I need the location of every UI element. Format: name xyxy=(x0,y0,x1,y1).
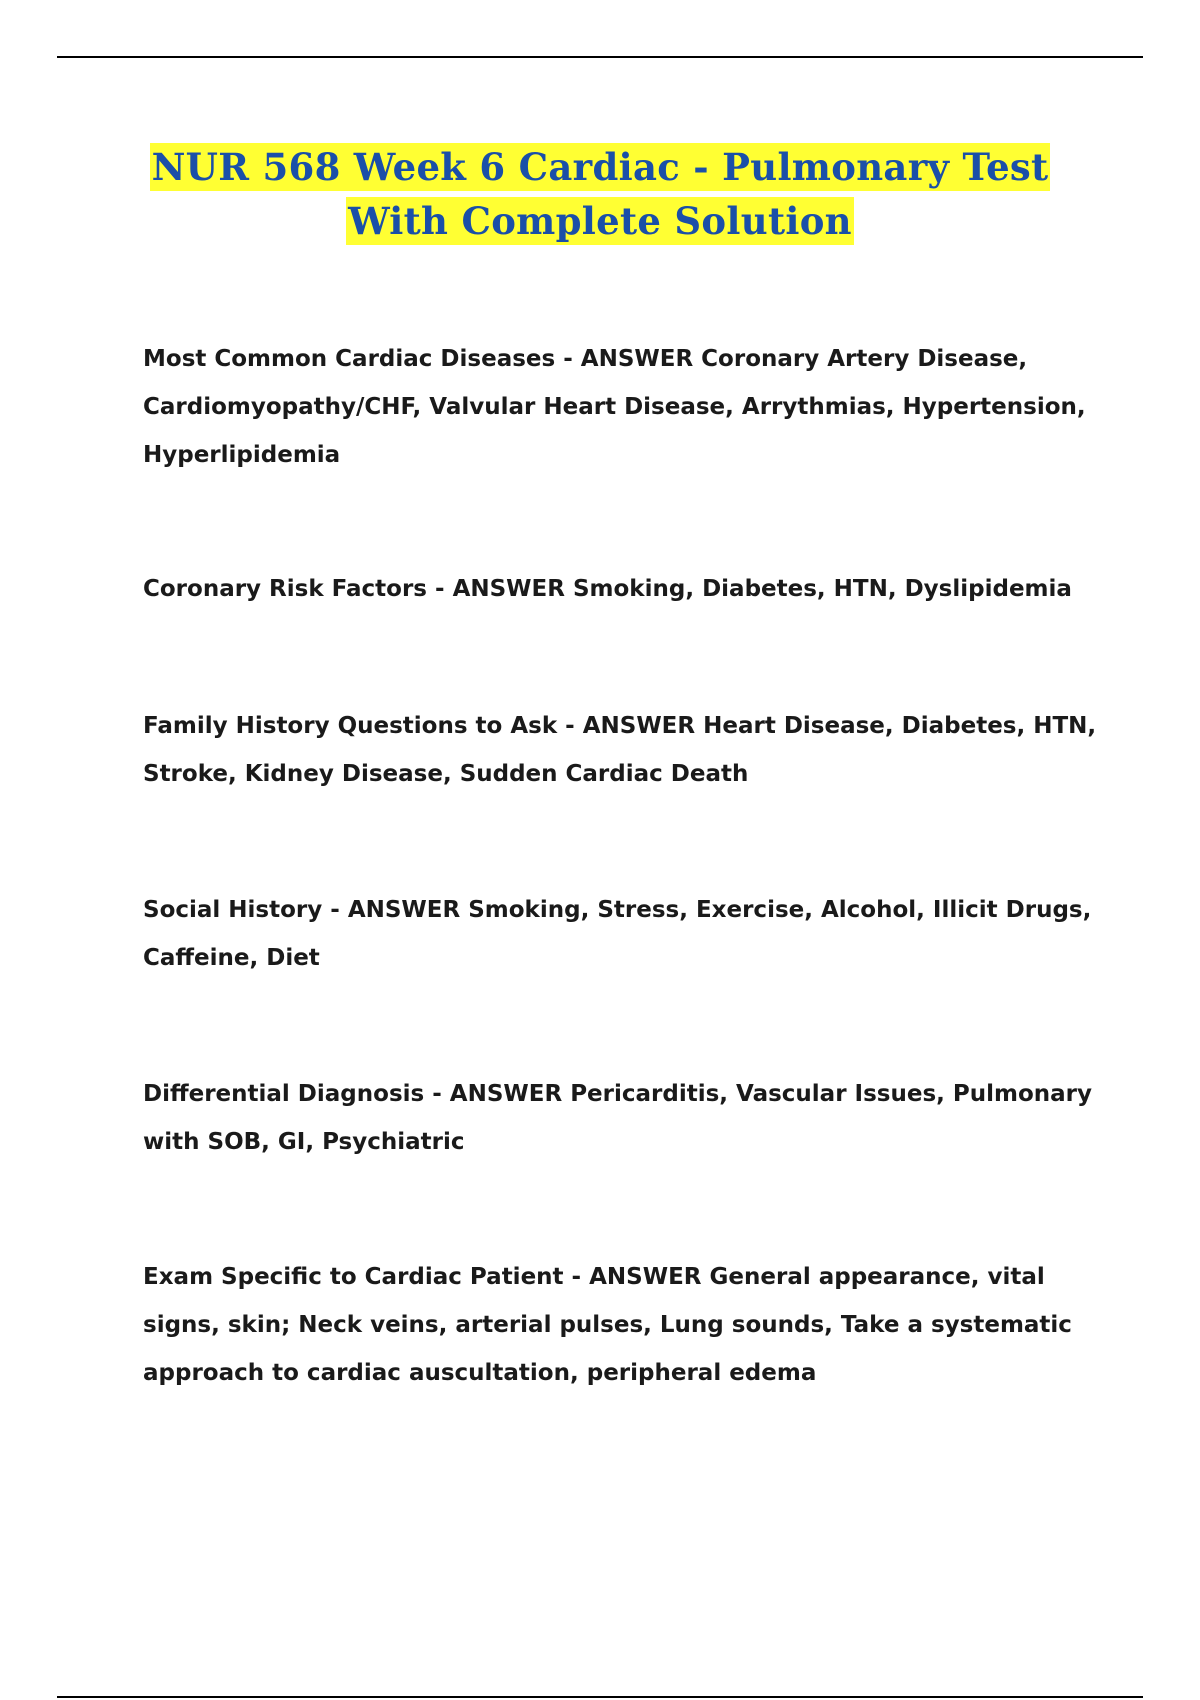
footer-rule xyxy=(57,1696,1143,1698)
qa-question: Social History xyxy=(143,897,323,923)
qa-separator: - xyxy=(555,346,581,372)
qa-question: Differential Diagnosis xyxy=(143,1081,425,1107)
qa-answer-label: ANSWER xyxy=(582,713,696,739)
qa-answer-label: ANSWER xyxy=(347,897,461,923)
qa-answer-label: ANSWER xyxy=(589,1264,702,1290)
qa-answer: Smoking, Stress, Exercise, Alcohol, Illicit Drugs, Caffeine, Diet xyxy=(143,897,1092,971)
qa-question: Most Common Cardiac Diseases xyxy=(143,346,556,372)
qa-answer: Pericarditis, Vascular Issues, Pulmonary with SOB, GI, Psychiatric xyxy=(143,1081,1093,1155)
qa-separator: - xyxy=(427,576,453,602)
qa-question: Exam Specific to Cardiac Patient xyxy=(143,1264,564,1290)
qa-answer-label: ANSWER xyxy=(449,1081,563,1107)
title-line-1: NUR 568 Week 6 Cardiac - Pulmonary Test xyxy=(151,145,1049,189)
qa-answer: Coronary Artery Disease, Cardiomyopathy/CHF, Valvular Heart Disease, Arrythmias, Hypertension, Hyperlipidemia xyxy=(143,346,1086,468)
qa-entry-cardiac-exam xyxy=(143,1253,1103,1397)
qa-answer: Heart Disease, Diabetes, HTN, Stroke, Kidney Disease, Sudden Cardiac Death xyxy=(143,713,1097,787)
qa-entry-common-cardiac-diseases xyxy=(143,335,1103,479)
qa-entry-coronary-risk-factors xyxy=(143,565,1103,613)
qa-question: Family History Questions to Ask xyxy=(143,713,558,739)
qa-separator: - xyxy=(424,1081,450,1107)
header-rule xyxy=(57,56,1143,58)
qa-entry-differential-diagnosis xyxy=(143,1070,1103,1166)
title-line-2: With Complete Solution xyxy=(348,199,852,243)
document-title xyxy=(0,140,1200,248)
qa-separator: - xyxy=(322,897,348,923)
qa-answer: General appearance, vital signs, skin; Neck veins, arterial pulses, Lung sounds, Take a systematic approach to cardiac auscultation, peripheral edema xyxy=(143,1264,1072,1386)
qa-separator: - xyxy=(557,713,583,739)
qa-question: Coronary Risk Factors xyxy=(143,576,427,602)
qa-answer-label: ANSWER xyxy=(580,346,694,372)
qa-separator: - xyxy=(563,1264,590,1290)
qa-entry-family-history xyxy=(143,702,1103,798)
qa-entry-social-history xyxy=(143,886,1103,982)
qa-answer: Smoking, Diabetes, HTN, Dyslipidemia xyxy=(564,576,1072,602)
qa-answer-label: ANSWER xyxy=(452,576,565,602)
